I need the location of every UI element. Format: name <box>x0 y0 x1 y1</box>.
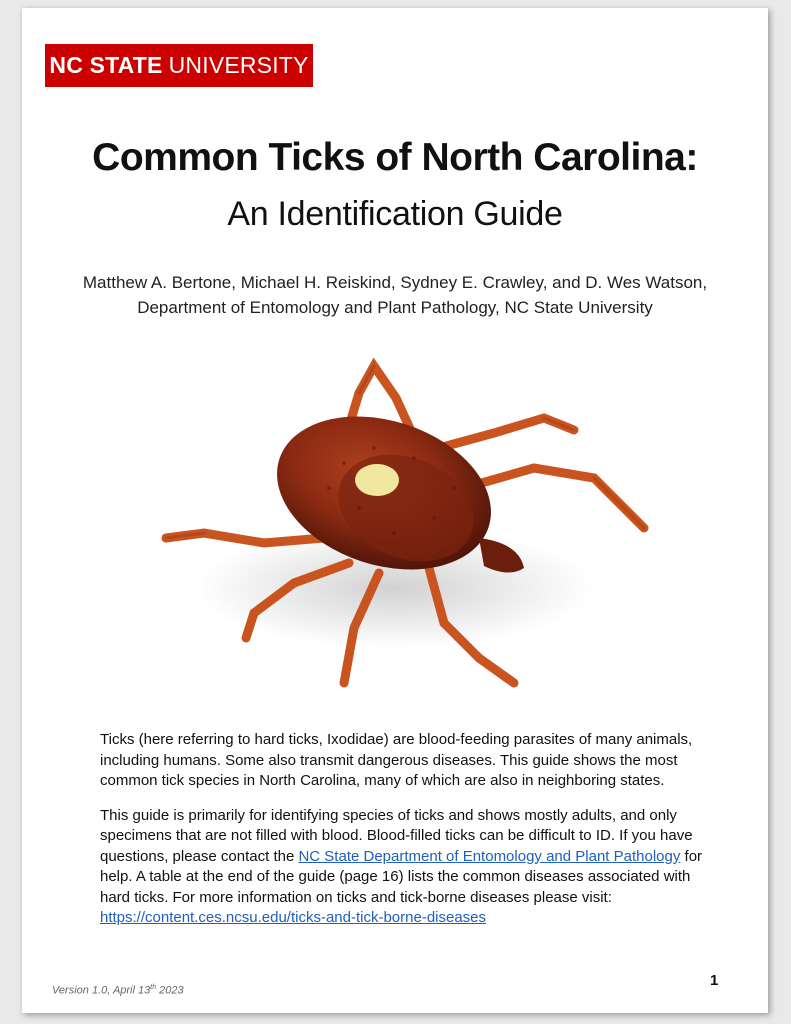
logo-light-text: UNIVERSITY <box>168 52 309 78</box>
guide-paragraph <box>100 806 720 929</box>
page-number: 1 <box>710 972 719 989</box>
page-subtitle: An Identification Guide <box>227 195 563 233</box>
version-year: 2023 <box>156 984 184 997</box>
authors-block <box>22 270 768 320</box>
page-title: Common Ticks of North Carolina: <box>92 136 698 179</box>
body-text <box>100 730 720 943</box>
tick-photo <box>134 338 654 708</box>
department-link[interactable]: NC State Department of Entomology and Plant Pathology <box>298 847 681 865</box>
authors-line: Matthew A. Bertone, Michael H. Reiskind, Sydney E. Crawley, and D. Wes Watson, <box>82 273 708 292</box>
guide-text-end: for help. A table at the end of the guide (page 16) lists the common diseases associated with hard ticks. For more information on ticks and tick-borne diseases please visit: <box>100 847 703 906</box>
ticks-info-link[interactable]: https://content.ces.ncsu.edu/ticks-and-tick-borne-diseases <box>100 909 487 926</box>
document-page <box>22 8 768 1013</box>
version-text: Version 1.0, April 13 <box>52 984 151 997</box>
ncsu-logo <box>45 44 313 87</box>
intro-paragraph: Ticks (here referring to hard ticks, Ixodidae) are blood-feeding parasites of many animals, including humans. Some also transmit dangerous diseases. This guide shows the most common tick species in North Carolina, many of which are also in neighboring states. <box>100 731 693 789</box>
version-sup: th <box>150 984 157 991</box>
guide-text-start: This guide is primarily for identifying species of ticks and shows mostly adults, and only specimens that are not filled with blood. Blood-filled ticks can be difficult to ID. If you have questions, please contact the <box>100 806 693 865</box>
version-note <box>52 984 184 997</box>
logo-bold-text: NC STATE <box>49 52 163 78</box>
affiliation-line: Department of Entomology and Plant Pathology, NC State University <box>137 298 653 317</box>
